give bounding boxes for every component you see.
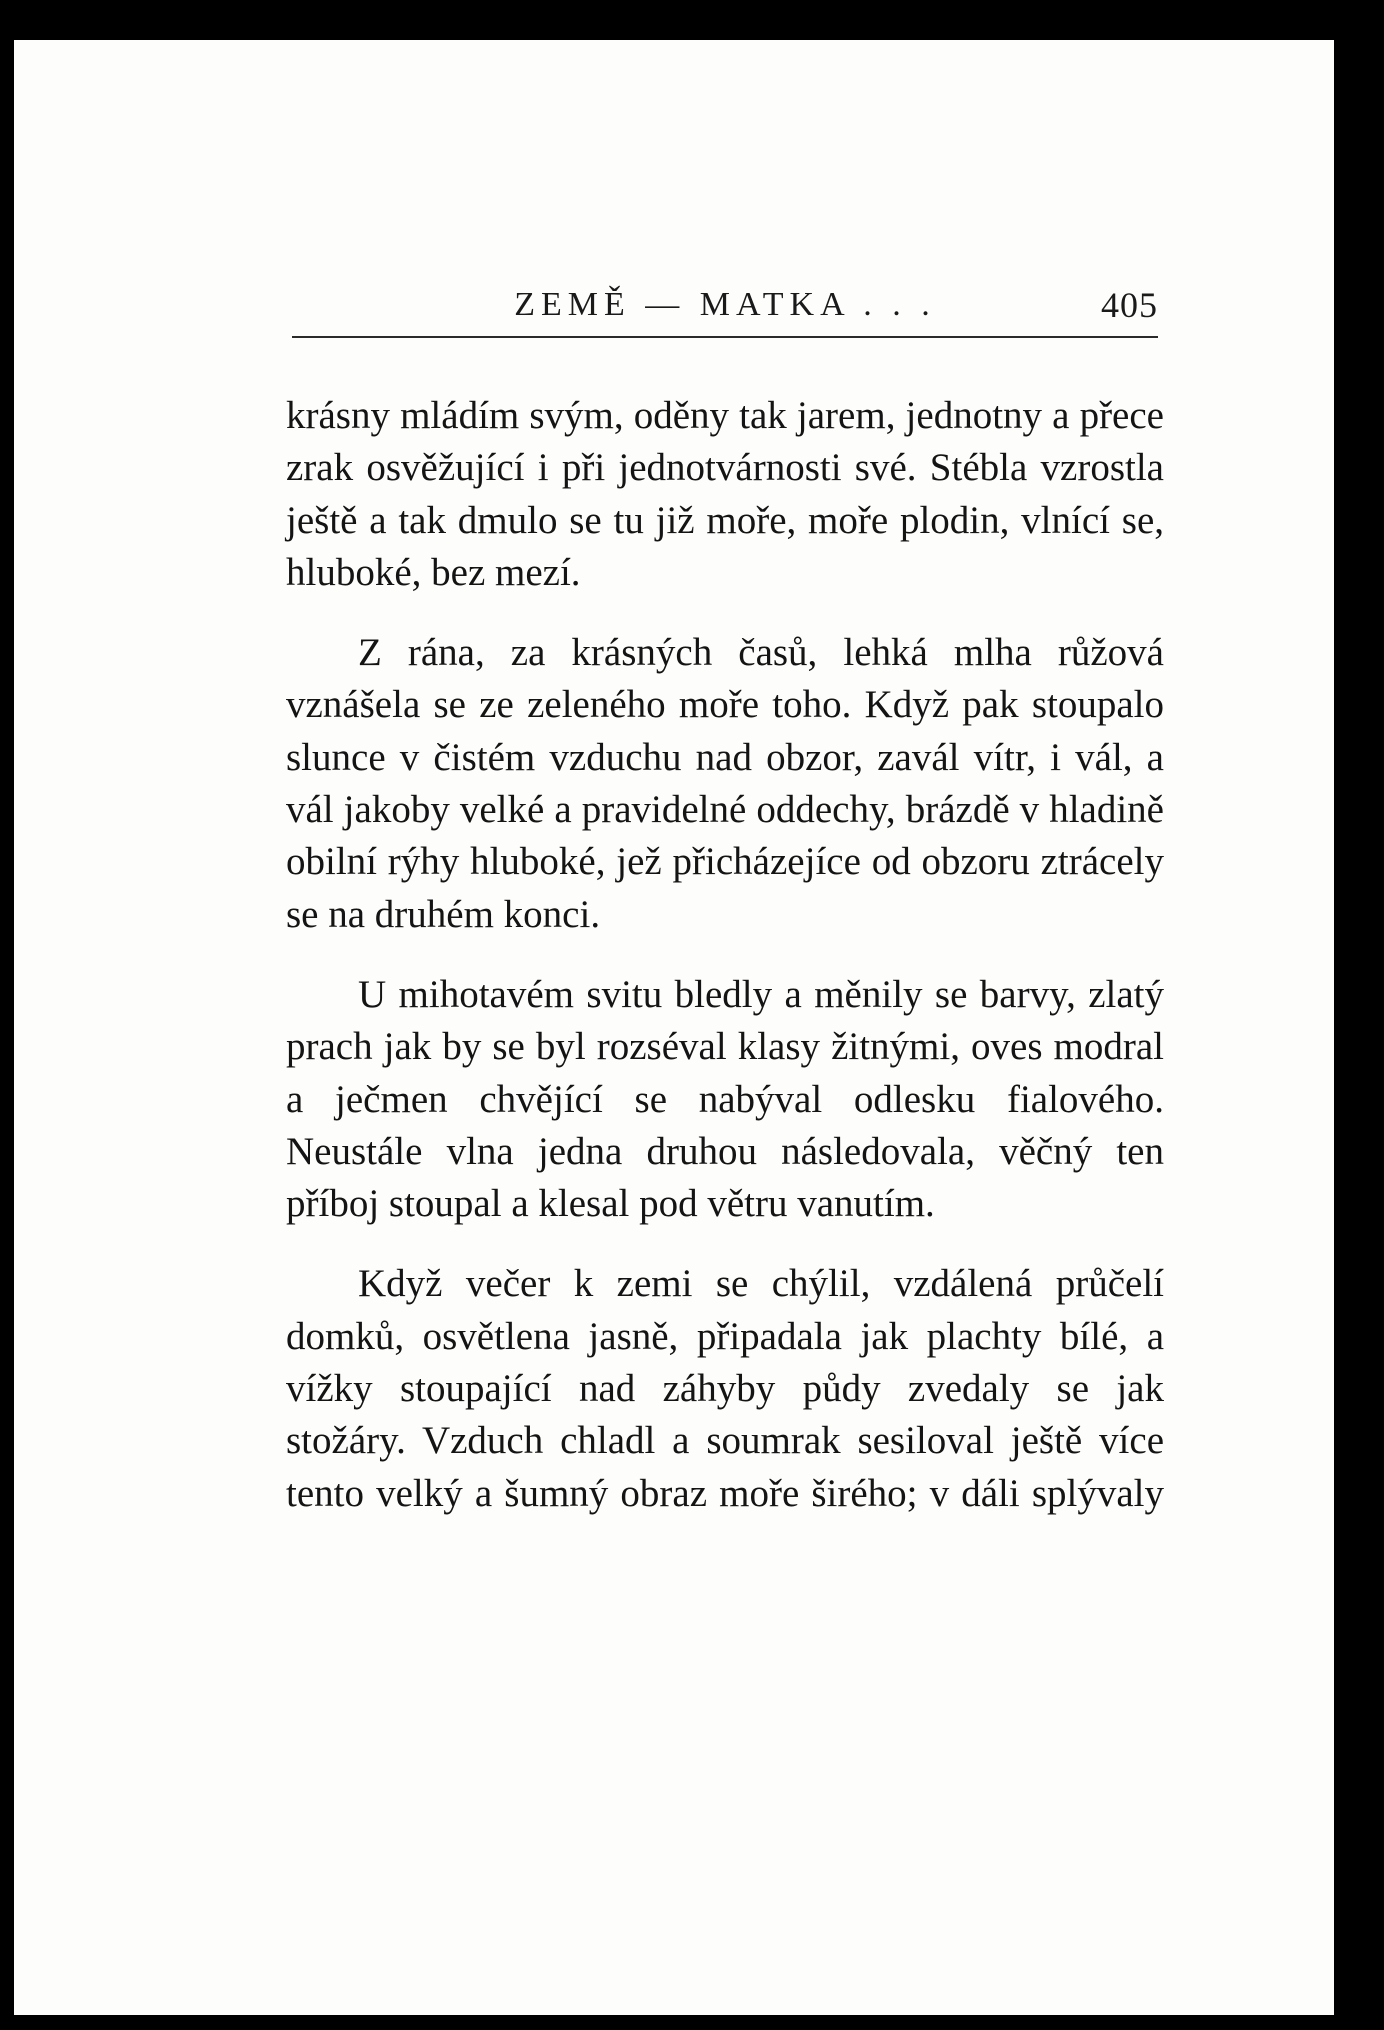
paragraph-3: U mihotavém svitu bledly a měnily se barvy, zlatý prach jak by se byl rozséval klasy žitnými, oves modral a ječmen chvějící se nabýval odlesku fialového. Neustále vlna jedna druhou následovala, věčný ten příboj stoupal a klesal pod větru vanutím. xyxy=(286,972,1164,1226)
body-text xyxy=(286,390,1164,1520)
paragraph-4: Když večer k zemi se chýlil, vzdálená průčelí domků, osvětlena jasně, připadala jak plachty bílé, a vížky stoupající nad záhyby půdy zvedaly se jak stožáry. Vzduch chladl a soumrak sesiloval ještě více tento velký a šumný obraz moře širého; v dáli splývaly xyxy=(286,1262,1164,1515)
page-number: 405 xyxy=(1101,285,1158,325)
page-header xyxy=(292,240,1158,330)
running-title: ZEMĚ — MATKA . . . xyxy=(514,286,936,323)
paragraph-2: Z rána, za krásných časů, lehká mlha růžová vznášela se ze zeleného moře toho. Když pak stoupalo slunce v čistém vzduchu nad obzor, zavál vítr, i vál, a vál jakoby velké a pravidelné oddechy, brázdě v hladině obilní rýhy hluboké, jež přicházejíce od obzoru ztrácely se na druhém konci. xyxy=(286,631,1164,936)
book-page xyxy=(14,40,1334,2015)
paragraph-1: krásny mládím svým, oděny tak jarem, jednotny a přece zrak osvěžující i při jednotvárnosti své. Stébla vzrostla ještě a tak dmulo se tu již moře, moře plodin, vlnící se, hluboké, bez mezí. xyxy=(286,394,1164,594)
header-rule xyxy=(292,336,1158,338)
